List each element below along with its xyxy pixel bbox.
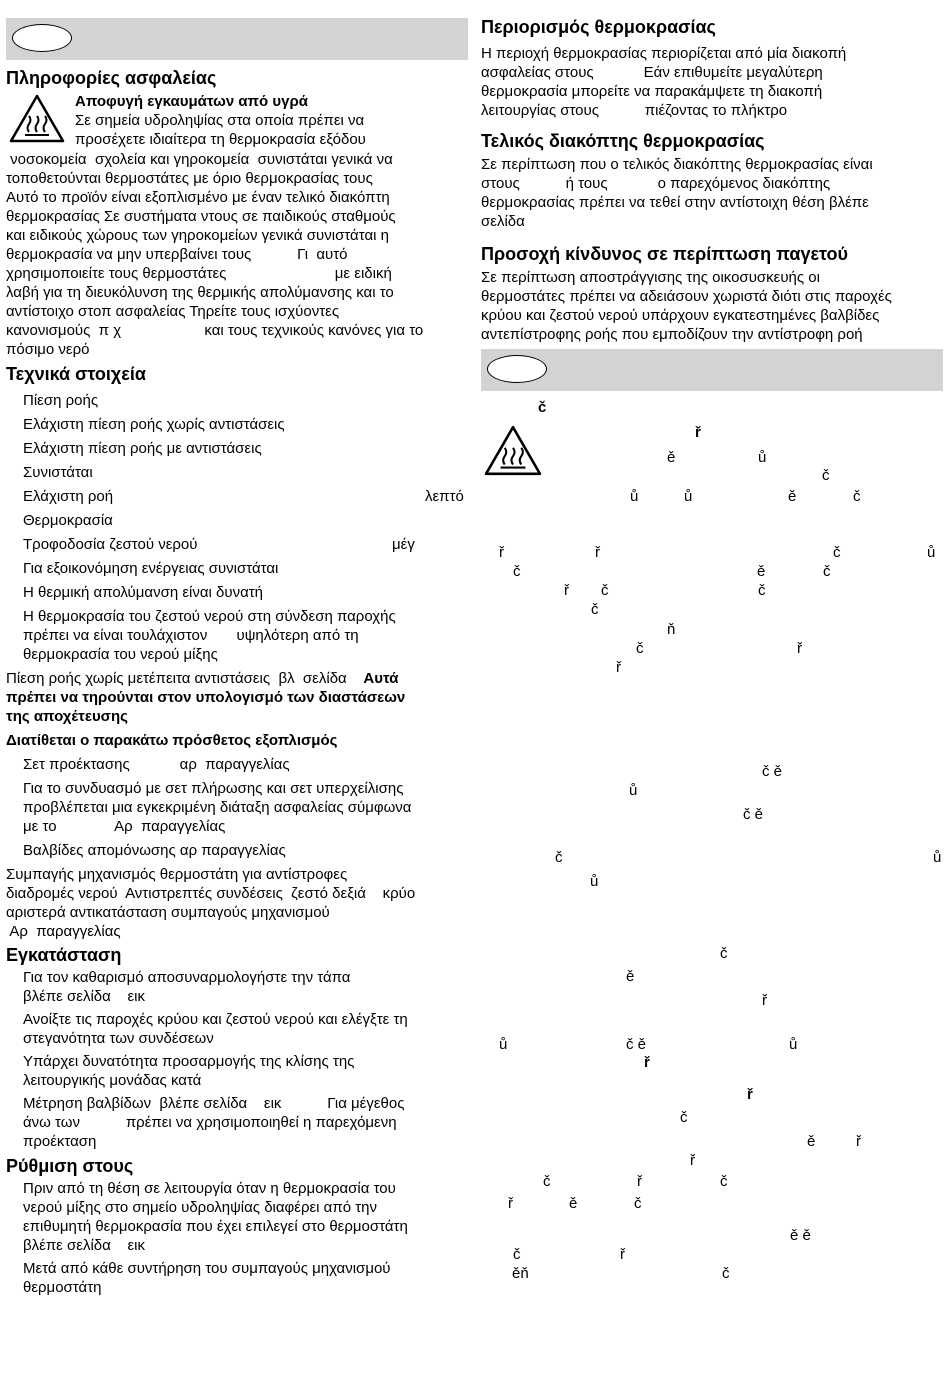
install-item: Υπάρχει δυνατότητα προσαρμογής της κλίσης της [23,1053,355,1070]
pressure-bold-line: της αποχέτευσης [6,708,128,725]
czech-glyph: č [720,1173,728,1190]
hot-temp-line: Η θερμοκρασία του ζεστού νερού στη σύνδεση παροχής [23,608,396,625]
tech-item: Θερμοκρασία [23,512,113,529]
equip-item: Για το συνδυασμό με σετ πλήρωσης και σετ υπερχείλισης [23,780,404,797]
safety-paragraph [6,150,468,359]
adjust-item: Πριν από τη θέση σε λειτουργία όταν η θερμοκρασία του [23,1180,396,1197]
install-list [6,968,468,1151]
adjust-item: βλέπε σελίδα εικ [23,1237,146,1254]
reverse-line: Αρ παραγγελίας [6,923,121,940]
install-item: βλέπε σελίδα εικ [23,988,146,1005]
language-code-oval [487,355,547,383]
reverse-line: αριστερά αντικατάσταση συμπαγούς μηχανισμού [6,904,330,921]
install-item: στεγανότητα των συνδέσεων [23,1030,214,1047]
tech-list [6,391,468,664]
czech-glyph: ů [758,449,767,466]
czech-glyph: č [591,601,599,618]
czech-glyph: č [543,1173,551,1190]
czech-glyph: č [720,945,728,962]
czech-glyph: ř [644,1054,650,1071]
safety-line: θερμοκρασίας Σε συστήματα ντους σε παιδικούς σταθμούς [6,208,396,225]
install-item: Ανοίξτε τις παροχές κρύου και ζεστού νερού και ελέγξτε τη [23,1011,408,1028]
czech-glyph: č [513,563,521,580]
tech-item: Ελάχιστη πίεση ροής με αντιστάσεις [23,440,262,457]
pressure-line [6,669,468,688]
burn-line: προσέχετε ιδιαίτερα τη θερμοκρασία εξόδου [75,131,366,148]
safety-line: τοποθετούνται θερμοστάτες με όριο θερμοκρασίας τους [6,170,373,187]
limit-title: Περιορισμός θερμοκρασίας [481,17,716,37]
burn-line: Σε σημεία υδροληψίας στα οποία πρέπει να [75,112,365,129]
adjust-item: επιθυμητή θερμοκρασία που έχει επιλεγεί στο θερμοστάτη [23,1218,408,1235]
czech-glyph: ů [789,1036,798,1053]
limit-line: Η περιοχή θερμοκρασίας περιορίζεται από μία διακοπή [481,45,847,62]
czech-glyph: č [634,1195,642,1212]
final-line: στους ή τους ο παρεχόμενος διακόπτης [481,175,831,192]
adjust-item: Μετά από κάθε συντήρηση του συμπαγούς μηχανισμού [23,1260,391,1277]
czech-glyph: ě [757,563,766,580]
czech-glyph: ř [564,582,569,599]
reverse-line: Συμπαγής μηχανισμός θερμοστάτη για αντίστροφες [6,866,348,883]
tech-item: Η θερμική απολύμανση είναι δυνατή [23,584,264,601]
czech-glyph: č [538,399,547,416]
safety-line: θερμοκρασία να μην υπερβαίνει τους Γι αυτό [6,246,348,263]
install-item: Για τον καθαρισμό αποσυναρμολογήστε την τάπα [23,969,351,986]
tech-item: Ελάχιστη πίεση ροής χωρίς αντιστάσεις [23,416,285,433]
frost-line: θερμοστάτες πρέπει να αδειάσουν χωριστά διότι στις παροχές [481,288,892,305]
safety-line: κανονισμούς π χ και τους τεχνικούς κανόνες για το [6,322,424,339]
czech-glyph: ů [629,782,638,799]
czech-glyph: ř [637,1173,642,1190]
adjust-list [6,1179,468,1297]
equip-item: Σετ προέκτασης αρ παραγγελίας [23,756,290,773]
hot-liquid-warning-icon [9,94,65,144]
czech-glyph: č [636,640,644,657]
czech-glyph: č [680,1109,688,1126]
czech-glyph: ě [626,968,635,985]
language-bar-greek [6,18,468,60]
equip-item: Βαλβίδες απομόνωσης αρ παραγγελίας [23,842,286,859]
equip-list [6,755,468,860]
safety-line: λαβή για τη διευκόλυνση της θερμικής απολύμανσης και το [6,284,394,301]
czech-glyph: č [823,563,831,580]
burn-title: Αποφυγή εγκαυμάτων από υγρά [75,93,308,110]
czech-glyph: ě [807,1133,816,1150]
equip-title: Διατίθεται ο παρακάτω πρόσθετος εξοπλισμός [6,732,338,749]
czech-glyph: ě ě [790,1227,811,1244]
czech-glyph: č [722,1265,730,1282]
czech-glyph: ů [630,488,639,505]
czech-glyph: č [758,582,766,599]
final-line: θερμοκρασίας πρέπει να τεθεί στην αντίστοιχη θέση βλέπε [481,194,869,211]
tech-item: Συνιστάται [23,464,93,481]
adjust-title: Ρύθμιση στους [6,1156,134,1176]
czech-glyph: ř [508,1195,513,1212]
reverse-paragraph [6,865,468,941]
pressure-text: Πίεση ροής χωρίς μετέπειτα αντιστάσεις βλ σελίδα [6,670,364,687]
czech-glyph: ř [747,1086,753,1103]
install-item: λειτουργικής μονάδας κατά [23,1072,202,1089]
equip-item: με το Αρ παραγγελίας [23,818,226,835]
czech-glyph: č ě [743,806,764,823]
czech-glyph: ň [667,621,676,638]
czech-glyph: č [822,467,830,484]
czech-glyph: ř [620,1246,625,1263]
tech-item: Ελάχιστη ροή [23,488,114,505]
hot-temp-line: πρέπει να είναι τουλάχιστον υψηλότερη από τη [23,627,359,644]
limit-line: λειτουργίας στους πιέζοντας το πλήκτρο [481,102,788,119]
tech-item: Πίεση ροής [23,392,99,409]
hot-liquid-warning-icon [484,425,542,477]
limit-line: θερμοκρασία μπορείτε να παρακάμψετε τη διακοπή [481,83,823,100]
safety-title: Πληροφορίες ασφαλείας [6,68,217,88]
hot-temp-line: θερμοκρασία του νερού μίξης [23,646,218,663]
czech-glyph: ř [499,544,504,561]
czech-glyph: č [555,849,563,866]
safety-line: νοσοκομεία σχολεία και γηροκομεία συνιστάται γενικά να [6,151,393,168]
hot-supply-unit: μέγ [392,536,415,553]
pressure-bold-start: Αυτά [363,670,399,687]
equip-item: προβλέπεται μια εγκεκριμένη διάταξη ασφαλείας σύμφωνα [23,799,412,816]
czech-glyph: ů [499,1036,508,1053]
language-code-oval [12,24,72,52]
czech-glyph: ů [590,873,599,890]
frost-line: κρύου και ζεστού νερού υπάρχουν εγκατεστημένες βαλβίδες [481,307,880,324]
czech-glyph: ě [569,1195,578,1212]
install-item: προέκταση [23,1133,97,1150]
czech-glyph: ě [667,449,676,466]
pressure-bold-line: πρέπει να τηρούνται στον υπολογισμό των διαστάσεων [6,689,406,706]
install-item: Μέτρηση βαλβίδων βλέπε σελίδα εικ Για μέγεθος [23,1095,405,1112]
czech-glyph: ř [595,544,600,561]
language-bar-czech [481,349,943,391]
safety-line: χρησιμοποιείτε τους θερμοστάτες με ειδική [6,265,392,282]
final-line: σελίδα [481,213,525,230]
min-flow-unit: λεπτό [425,488,464,505]
burn-warning-block [6,92,468,150]
czech-glyph: ů [684,488,693,505]
tech-item: Για εξοικονόμηση ενέργειας συνιστάται [23,560,279,577]
install-item: άνω των πρέπει να χρησιμοποιηθεί η παρεχόμενη [23,1114,397,1131]
czech-glyph: ř [762,992,767,1009]
czech-glyph: č [601,582,609,599]
adjust-item: θερμοστάτη [23,1279,102,1296]
safety-line: Αυτό το προϊόν είναι εξοπλισμένο με έναν τελικό διακόπτη [6,189,390,206]
czech-glyph: ů [927,544,936,561]
czech-glyph: č ě [762,763,783,780]
install-title: Εγκατάσταση [6,945,122,965]
czech-glyph: č [833,544,841,561]
frost-line: αντεπίστροφης ροής που εμποδίζουν την αντίστροφη ροή [481,326,863,343]
left-column [6,0,468,1297]
final-line: Σε περίπτωση που ο τελικός διακόπτης θερμοκρασίας είναι [481,156,873,173]
czech-glyph: č [513,1246,521,1263]
czech-glyph: ř [856,1133,861,1150]
czech-glyph: ř [797,640,802,657]
final-title: Τελικός διακόπτης θερμοκρασίας [481,131,765,151]
limit-line: ασφαλείας στους Εάν επιθυμείτε μεγαλύτερη [481,64,823,81]
czech-glyph: č [853,488,861,505]
frost-line: Σε περίπτωση αποστράγγισης της οικοσυσκευής οι [481,269,820,286]
czech-glyph: ř [616,659,621,676]
czech-glyph: ě [788,488,797,505]
safety-line: πόσιμο νερό [6,341,90,358]
tech-title: Τεχνικά στοιχεία [6,364,146,384]
czech-glyph: ř [695,424,701,441]
czech-glyph: ěň [512,1265,529,1282]
safety-line: και ειδικούς χώρους των γηροκομείων γενικά συνιστάται η [6,227,389,244]
czech-glyph: ř [690,1152,695,1169]
safety-line: αντίστοιχο στοπ ασφαλείας Τηρείτε τους ισχύοντες [6,303,340,320]
right-column [481,0,943,391]
reverse-line: διαδρομές νερού Αντιστρεπτές συνδέσεις ζεστό δεξιά κρύο [6,885,416,902]
czech-glyph: č ě [626,1036,647,1053]
frost-title: Προσοχή κίνδυνος σε περίπτωση παγετού [481,244,849,264]
tech-item: Τροφοδοσία ζεστού νερού [23,536,198,553]
adjust-item: νερού μίξης στο σημείο υδροληψίας διαφέρει από την [23,1199,377,1216]
czech-glyph: ů [933,849,942,866]
